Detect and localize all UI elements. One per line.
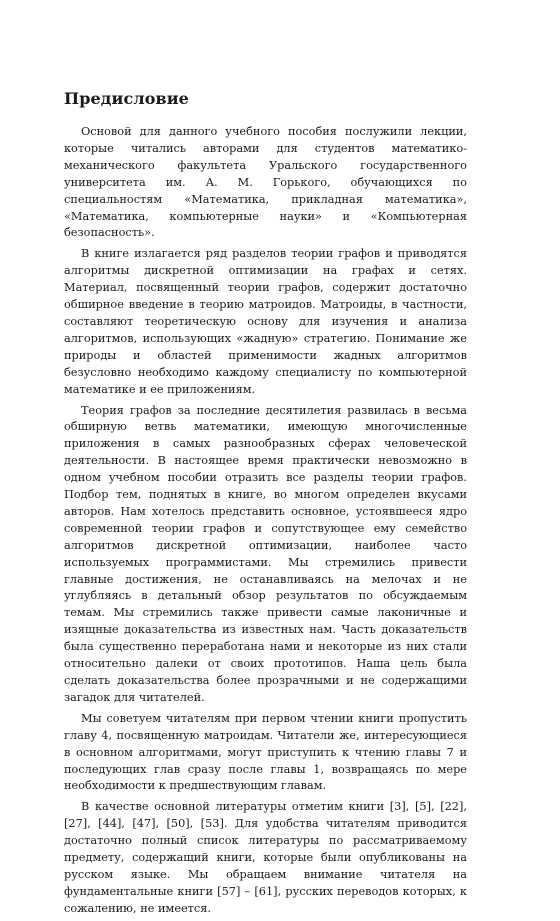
page-body (64, 88, 467, 921)
paragraph-2: В книге излагается ряд разделов теории графов и приводятся алгоритмы дискретной оптимизации на графах и сетях. Материал, посвященный теории графов, содержит достаточно обширное введение в теорию матроидов. Матроиды, в частности, составляют теоретическую основу для изучения и анализа алгоритмов, использующих «жадную» стратегию. Понимание же природы и областей применимости жадных алгоритмов безусловно необходимо каждому специалисту по компьютерной математике и ее приложениям. (64, 247, 467, 396)
section-heading: Предисловие (64, 89, 189, 108)
paragraph-4: Мы советуем читателям при первом чтении книги пропустить главу 4, посвященную матроидам. Читатели же, интересующиеся в основном алгоритмами, могут приступить к чтению главы 7 и последующих глав сразу после главы 1, возвращаясь по мере необходимости к предшествующим главам. (64, 711, 467, 793)
paragraph-5: В качестве основной литературы отметим книги [3], [5], [22], [27], [44], [47], [50], [53]. Для удобства читателям приводится достаточно полный список литературы по рассматриваемому предмету, содержащий книги, которые были опубликованы на русском языке. Мы обращаем внимание читателя на фундаментальные книги [57] – [61], русских переводов которых, к сожалению, не имеется. (64, 800, 467, 915)
paragraph-3: Теория графов за последние десятилетия развилась в весьма обширную ветвь математики, имеющую многочисленные приложения в самых разнообразных сферах человеческой деятельности. В настоящее время практически невозможно в одном учебном пособии отразить все разделы теории графов. Подбор тем, поднятых в книге, во многом определен вкусами авторов. Нам хотелось представить основное, устоявшееся ядро современной теории графов и сопутствующее ему семейство алгоритмов дискретной оптимизации, наиболее часто используемых программистами. Мы стремились привести главные достижения, не останавливаясь на мелочах и не углубляясь в детальный обзор результатов по обсуждаемым темам. Мы стремились также привести самые лаконичные и изящные доказательства из известных нам. Часть доказательств была существенно переработана нами и некоторые из них стали относительно далеки от своих прототипов. Наша цель была сделать доказательства более прозрачными и не содержащими загадок для читателей. (64, 403, 467, 704)
paragraph-1: Основой для данного учебного пособия послужили лекции, которые читались авторами для студентов математико-механического факультета Уральского государственного университета им. А. М. Горького, обучающихся по специальностям «Математика, прикладная математика», «Математика, компьютерные науки» и «Компьютерная безопасность». (64, 125, 467, 240)
